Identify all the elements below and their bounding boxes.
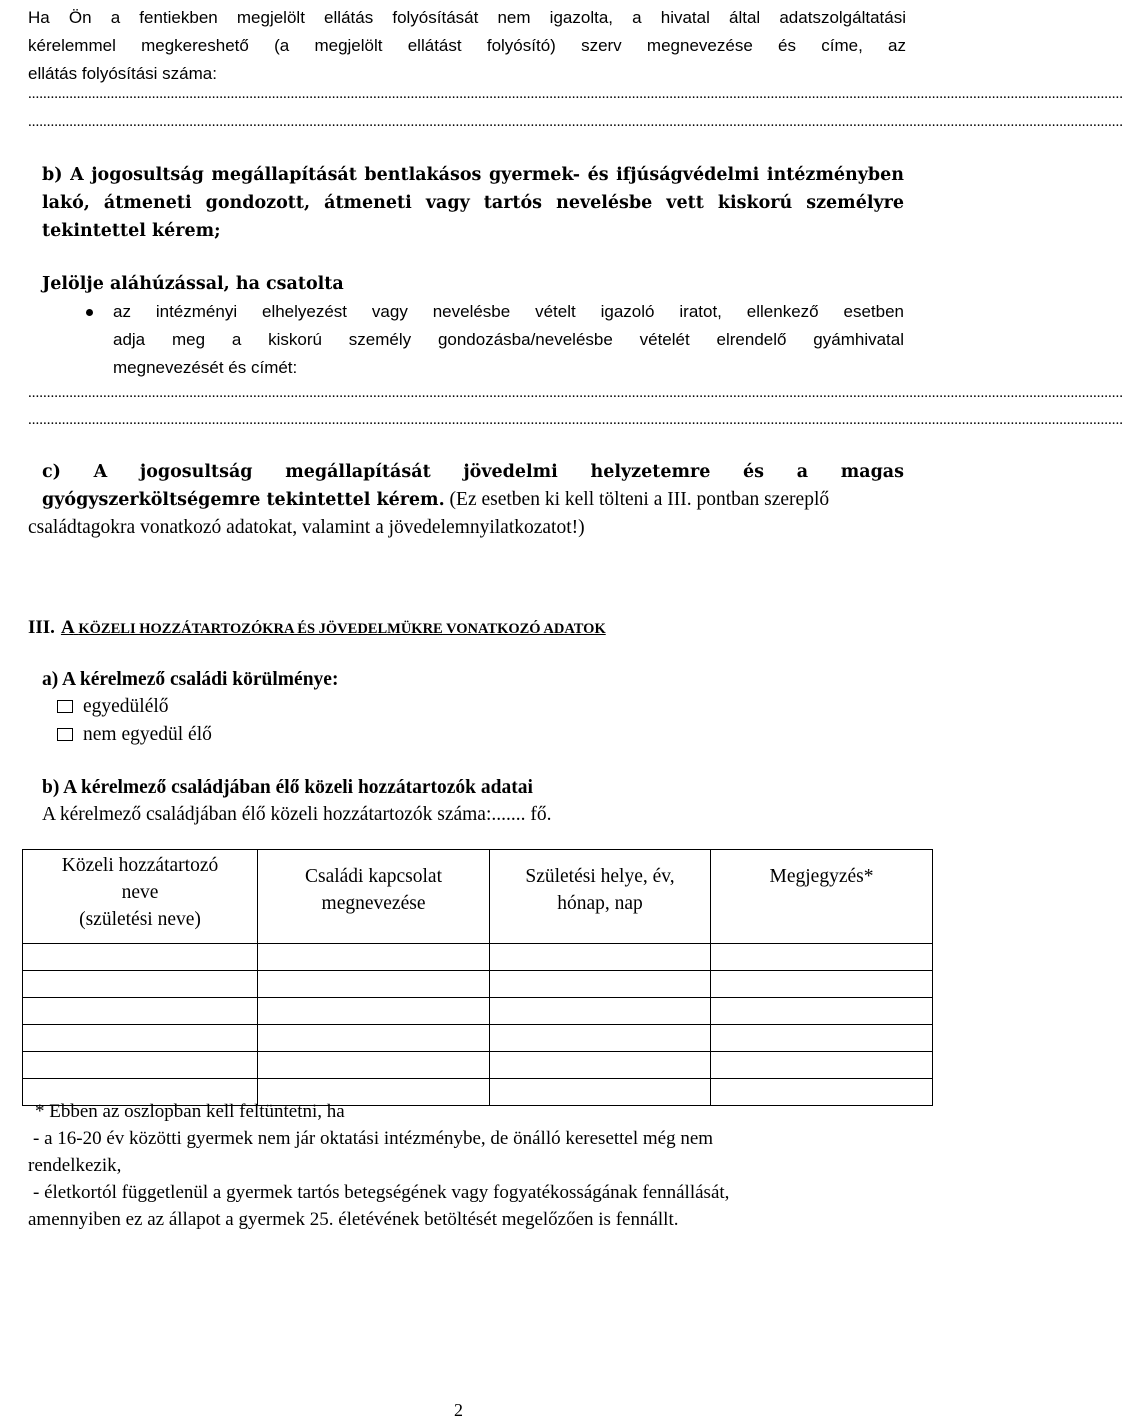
table-cell[interactable] <box>258 971 490 998</box>
option-single[interactable] <box>57 693 169 721</box>
header-birth-line-1: Születési helye, év, <box>525 866 675 887</box>
section-III-title <box>61 617 606 638</box>
table-cell[interactable] <box>711 971 933 998</box>
footnote <box>28 1098 908 1233</box>
footnote-line-5: amennyiben ez az állapot a gyermek 25. életévének betöltését megelőzően is fennállt. <box>28 1209 679 1230</box>
intro-line-1: Ha Ön a fentiekben megjelölt ellátás folyósítását nem igazolta, a hivatal által adatszolgáltatási <box>28 8 906 27</box>
table-cell[interactable] <box>258 1025 490 1052</box>
dotted-fill-line-2: .................................................................................................................................................................................................................................................................................................... <box>28 114 1123 130</box>
table-row <box>23 998 933 1025</box>
section-III-number: III. <box>28 617 55 638</box>
table-row <box>23 1052 933 1079</box>
table-cell[interactable] <box>711 944 933 971</box>
section-b-line-3-bold: tekintettel kérem; <box>42 221 221 241</box>
option-not-single[interactable] <box>57 721 212 749</box>
relatives-table <box>22 849 933 1106</box>
table-header-row <box>23 850 933 944</box>
header-birth <box>490 850 711 944</box>
intro-line-2: kérelemmel megkereshető (a megjelölt ellátást folyósító) szerv megnevezése és címe, az <box>28 36 906 55</box>
section-III-title-A: A <box>60 617 74 638</box>
table-row <box>23 1025 933 1052</box>
table-cell[interactable] <box>490 971 711 998</box>
header-relationship-line-1: Családi kapcsolat <box>304 866 442 887</box>
section-b-text <box>42 161 904 245</box>
header-name-line-3: (születési neve) <box>79 909 201 930</box>
table-cell[interactable] <box>490 944 711 971</box>
section-c-line-2 <box>42 486 904 514</box>
relatives-title: b) A kérelmező családjában élő közeli hozzátartozók adatai <box>42 777 533 798</box>
table-cell[interactable] <box>23 1052 258 1079</box>
section-c-text <box>42 458 904 486</box>
header-relationship <box>258 850 490 944</box>
footnote-line-3: rendelkezik, <box>28 1155 122 1176</box>
table-cell[interactable] <box>258 1052 490 1079</box>
header-name-line-1: Közeli hozzátartozó <box>61 855 219 876</box>
footnote-line-2: - a 16-20 év közötti gyermek nem jár oktatási intézménybe, de önálló keresettel még nem <box>33 1128 714 1149</box>
table-row <box>23 944 933 971</box>
intro-line-3: ellátás folyósítási száma: <box>28 64 217 83</box>
bullet-line-1: az intézményi elhelyezést vagy nevelésbe vételt igazoló iratot, ellenkező esetben <box>113 302 904 321</box>
table-cell[interactable] <box>490 1052 711 1079</box>
header-name <box>23 850 258 944</box>
section-c-line-3: családtagokra vonatkozó adatokat, valamint a jövedelemnyilatkozatot!) <box>28 517 585 538</box>
table-cell[interactable] <box>490 998 711 1025</box>
family-circumstance-title: a) A kérelmező családi körülménye: <box>42 669 339 690</box>
dotted-fill-line-1: .................................................................................................................................................................................................................................................................................................... <box>28 86 1123 102</box>
section-b-line-1: b) A jogosultság megállapítását bentlakásos gyermek- és ifjúságvédelmi intézményben <box>42 165 904 185</box>
dotted-fill-line-3: .................................................................................................................................................................................................................................................................................................... <box>28 385 1123 401</box>
table-cell[interactable] <box>23 971 258 998</box>
option-single-label: egyedülélő <box>83 696 169 717</box>
header-birth-line-2: hónap, nap <box>557 893 643 914</box>
footnote-line-1: * Ebben az oszlopban kell feltüntetni, ha <box>35 1101 345 1122</box>
section-III-title-rest: KÖZELI HOZZÁTARTOZÓKRA ÉS JÖVEDELMÜKRE VONATKOZÓ ADATOK <box>78 621 606 637</box>
header-note-line-1: Megjegyzés* <box>769 866 874 887</box>
footnote-line-4: - életkortól függetlenül a gyermek tartós betegségének vagy fogyatékosságának fennállását, <box>33 1182 730 1203</box>
table-cell[interactable] <box>711 1025 933 1052</box>
bullet-line-3: megnevezését és címét: <box>113 358 298 377</box>
table-cell[interactable] <box>258 944 490 971</box>
intro-paragraph <box>28 4 906 88</box>
table-cell[interactable] <box>23 1025 258 1052</box>
section-c-line-2-bold: gyógyszerköltségemre tekintettel kérem. <box>42 490 445 510</box>
table-cell[interactable] <box>711 1052 933 1079</box>
bullet-icon <box>86 309 93 316</box>
table-row <box>23 971 933 998</box>
section-b-line-2: lakó, átmeneti gondozott, átmeneti vagy tartós nevelésbe vett kiskorú személyre <box>42 193 904 213</box>
mark-instruction: Jelölje aláhúzással, ha csatolta <box>42 274 344 294</box>
header-note <box>711 850 933 944</box>
header-relationship-line-2: megnevezése <box>321 893 426 914</box>
table-cell[interactable] <box>711 998 933 1025</box>
table-cell[interactable] <box>23 998 258 1025</box>
table-cell[interactable] <box>258 998 490 1025</box>
dotted-fill-line-4: .................................................................................................................................................................................................................................................................................................... <box>28 412 1123 428</box>
table-cell[interactable] <box>23 944 258 971</box>
page-number: 2 <box>454 1400 463 1420</box>
table-cell[interactable] <box>490 1025 711 1052</box>
section-c-line-2-rest: (Ez esetben ki kell tölteni a III. pontban szereplő <box>444 489 830 510</box>
section-b-line-3 <box>42 217 904 245</box>
section-c-line-1: c) A jogosultság megállapítását jövedelmi helyzetemre és a magas <box>42 462 904 482</box>
checkbox-single[interactable] <box>57 700 73 713</box>
bullet-text <box>113 298 904 382</box>
relatives-count-line: A kérelmező családjában élő közeli hozzátartozók száma:....... fő. <box>42 804 552 825</box>
checkbox-not-single[interactable] <box>57 728 73 741</box>
bullet-line-2: adja meg a kiskorú személy gondozásba/nevelésbe vételét elrendelő gyámhivatal <box>113 330 904 349</box>
option-not-single-label: nem egyedül élő <box>83 724 212 745</box>
header-name-line-2: neve <box>121 882 159 903</box>
section-III-heading <box>28 614 606 643</box>
